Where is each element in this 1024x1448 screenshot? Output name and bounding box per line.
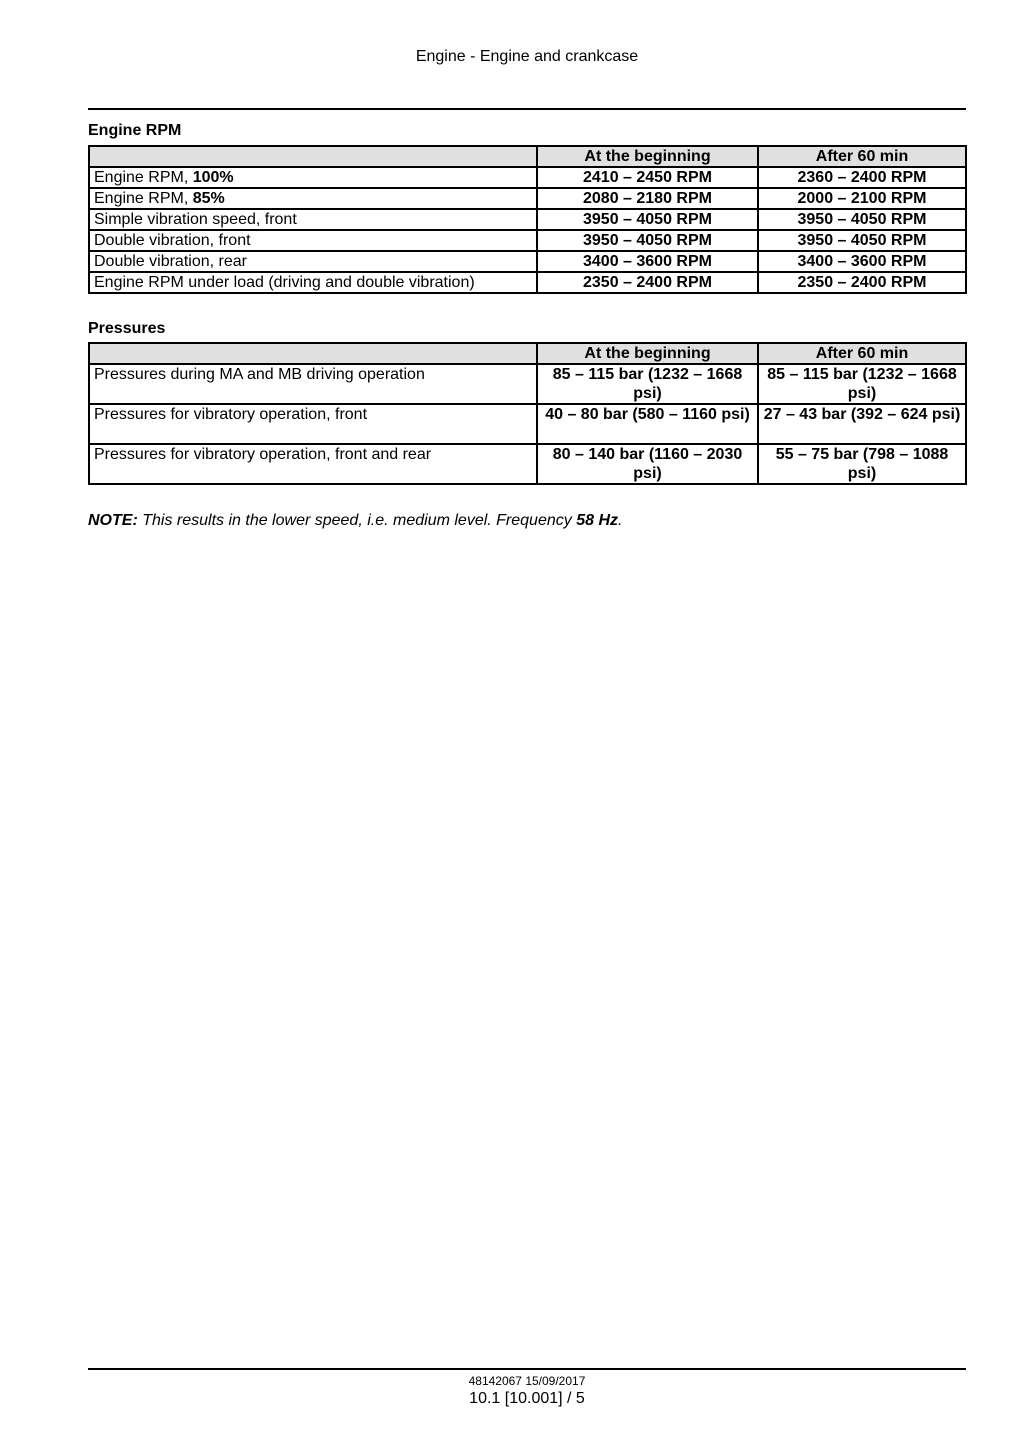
note-label: NOTE: [88,512,138,529]
row-label: Simple vibration speed, front [89,209,537,230]
value-after-60-min: 85 – 115 bar (1232 – 1668 psi) [758,364,966,404]
footer-page-number: 10.1 [10.001] / 5 [469,1390,585,1407]
value-at-beginning: 3400 – 3600 RPM [537,251,758,272]
page-header-title: Engine - Engine and crankcase [415,48,639,65]
row-label-emphasis: 100% [192,169,234,186]
note-paragraph [88,512,622,530]
column-header-at-beginning: At the beginning [537,343,758,364]
engine-rpm-table [88,145,967,294]
row-label-text: Engine RPM, [94,169,193,186]
row-label: Pressures for vibratory operation, front and rear [89,444,537,484]
section-title-pressures: Pressures [88,320,166,337]
value-after-60-min: 3400 – 3600 RPM [758,251,966,272]
column-header-after-60-min: After 60 min [758,146,966,167]
value-after-60-min: 2350 – 2400 RPM [758,272,966,293]
table-header-row [89,146,966,167]
header-divider [88,108,966,110]
value-after-60-min: 3950 – 4050 RPM [758,230,966,251]
table-row [89,230,966,251]
value-after-60-min: 2000 – 2100 RPM [758,188,966,209]
note-end: . [618,512,623,529]
row-label: Engine RPM under load (driving and double vibration) [89,272,537,293]
row-label [89,167,537,188]
note-text: This results in the lower speed, i.e. medium level. Frequency [137,512,577,529]
table-header-row [89,343,966,364]
value-after-60-min: 55 – 75 bar (798 – 1088 psi) [758,444,966,484]
value-at-beginning: 2410 – 2450 RPM [537,167,758,188]
row-label: Double vibration, front [89,230,537,251]
row-label-text: Engine RPM, [94,190,193,207]
note-frequency-value: 58 Hz [576,512,618,529]
table-row [89,444,966,484]
column-header-at-beginning: At the beginning [537,146,758,167]
table-row [89,272,966,293]
value-after-60-min: 2360 – 2400 RPM [758,167,966,188]
table-row [89,404,966,444]
row-label: Double vibration, rear [89,251,537,272]
pressures-table [88,342,967,485]
value-at-beginning: 3950 – 4050 RPM [537,209,758,230]
footer-divider [88,1368,966,1370]
footer-document-reference: 48142067 15/09/2017 [468,1374,586,1388]
table-row [89,188,966,209]
column-header-label [89,343,537,364]
table-row [89,167,966,188]
table-row [89,209,966,230]
table-row [89,251,966,272]
row-label-emphasis: 85% [192,190,225,207]
value-at-beginning: 85 – 115 bar (1232 – 1668 psi) [537,364,758,404]
column-header-label [89,146,537,167]
value-at-beginning: 2350 – 2400 RPM [537,272,758,293]
row-label: Pressures for vibratory operation, front [89,404,537,444]
value-at-beginning: 40 – 80 bar (580 – 1160 psi) [537,404,758,444]
value-at-beginning: 3950 – 4050 RPM [537,230,758,251]
section-title-engine-rpm: Engine RPM [88,122,182,139]
value-after-60-min: 27 – 43 bar (392 – 624 psi) [758,404,966,444]
row-label [89,188,537,209]
value-at-beginning: 2080 – 2180 RPM [537,188,758,209]
value-at-beginning: 80 – 140 bar (1160 – 2030 psi) [537,444,758,484]
value-after-60-min: 3950 – 4050 RPM [758,209,966,230]
column-header-after-60-min: After 60 min [758,343,966,364]
table-row [89,364,966,404]
row-label: Pressures during MA and MB driving operation [89,364,537,404]
